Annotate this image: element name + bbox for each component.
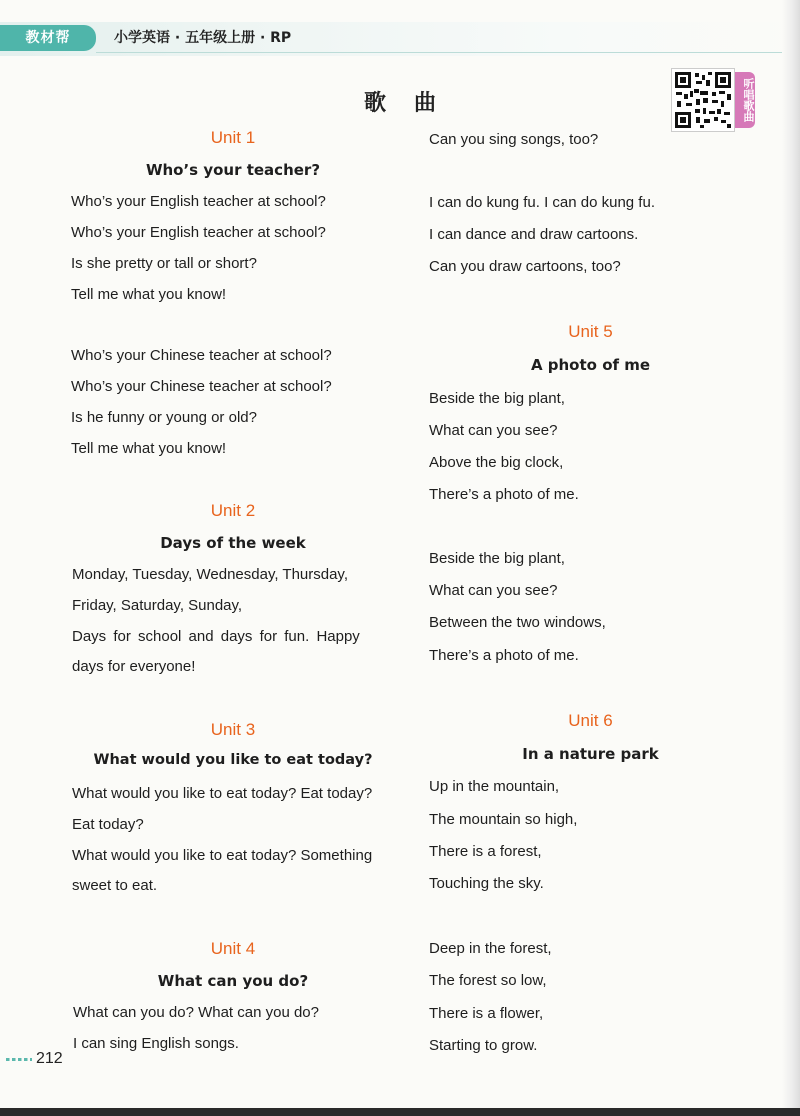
lyric-line: I can dance and draw cartoons. — [429, 226, 639, 243]
lyric-line: Monday, Tuesday, Wednesday, Thursday, — [72, 566, 348, 583]
qr-code-graphic — [672, 69, 734, 131]
lyric-line: Eat today? — [72, 816, 144, 833]
lyric-line: Beside the big plant, — [429, 390, 565, 407]
lyric-line: Who’s your Chinese teacher at school? — [71, 378, 332, 395]
lyric-line: I can do kung fu. I can do kung fu. — [429, 194, 655, 211]
page-edge-shadow — [782, 0, 800, 1116]
header-rule — [96, 52, 800, 53]
lyric-line: Above the big clock, — [429, 454, 564, 471]
lyric-line: Who’s your Chinese teacher at school? — [71, 347, 332, 364]
lyric-line: There’s a photo of me. — [429, 486, 579, 503]
lyric-line: sweet to eat. — [72, 877, 158, 894]
listen-sing-tab[interactable]: 听唱歌曲 — [735, 72, 755, 128]
lyric-line: Starting to grow. — [429, 1037, 538, 1054]
unit-heading: Unit 6 — [568, 711, 613, 730]
lyric-line: There’s a photo of me. — [429, 647, 579, 664]
song-title: In a nature park — [522, 745, 659, 763]
page-bottom-edge — [0, 1108, 800, 1116]
lyric-line: Days for school and days for fun. Happy — [72, 628, 360, 645]
lyric-line: Deep in the forest, — [429, 940, 552, 957]
lyric-line: There is a forest, — [429, 843, 542, 860]
lyric-line: I can sing English songs. — [73, 1035, 239, 1052]
lyric-line: Touching the sky. — [429, 875, 544, 892]
lyric-line: Is she pretty or tall or short? — [71, 255, 257, 272]
lyric-line: What can you do? What can you do? — [73, 1004, 319, 1021]
unit-heading: Unit 4 — [210, 939, 256, 958]
lyric-line: Up in the mountain, — [429, 778, 560, 795]
unit-heading: Unit 1 — [210, 128, 256, 147]
lyric-line: What would you like to eat today? Something — [72, 847, 373, 864]
lyric-line: The forest so low, — [429, 972, 547, 989]
unit-heading: Unit 3 — [210, 720, 256, 739]
lyric-line: days for everyone! — [72, 658, 196, 675]
lyric-line: There is a flower, — [429, 1005, 544, 1022]
header-title: 小学英语 · 五年级上册 · RP — [114, 30, 292, 46]
lyric-line: Beside the big plant, — [429, 550, 565, 567]
page-title: 歌曲 — [363, 91, 464, 116]
lyric-line: Can you draw cartoons, too? — [429, 258, 621, 275]
song-title: What would you like to eat today? — [93, 752, 373, 768]
lyric-line: What can you see? — [429, 422, 558, 439]
unit-heading: Unit 2 — [210, 501, 256, 520]
page-number-decoration — [6, 1058, 32, 1061]
song-title: A photo of me — [530, 356, 651, 374]
lyric-line: Tell me what you know! — [71, 440, 227, 457]
lyric-line: Can you sing songs, too? — [429, 131, 599, 148]
song-title: Days of the week — [160, 534, 306, 552]
lyric-line: Is he funny or young or old? — [71, 409, 257, 426]
lyric-line: What would you like to eat today? Eat today? — [72, 785, 373, 802]
page-number: 212 — [36, 1050, 63, 1067]
lyric-line: Tell me what you know! — [71, 286, 227, 303]
lyric-line: What can you see? — [429, 582, 558, 599]
qr-code-icon[interactable] — [671, 68, 735, 132]
lyric-line: Between the two windows, — [429, 614, 606, 631]
lyric-line: Who’s your English teacher at school? — [71, 193, 326, 210]
brand-tab: 教材帮 — [0, 25, 96, 51]
song-title: Who’s your teacher? — [145, 161, 321, 179]
lyric-line: Who’s your English teacher at school? — [71, 224, 326, 241]
lyric-line: Friday, Saturday, Sunday, — [72, 597, 243, 614]
unit-heading: Unit 5 — [568, 322, 613, 341]
song-title: What can you do? — [157, 972, 309, 990]
lyric-line: The mountain so high, — [429, 811, 578, 828]
